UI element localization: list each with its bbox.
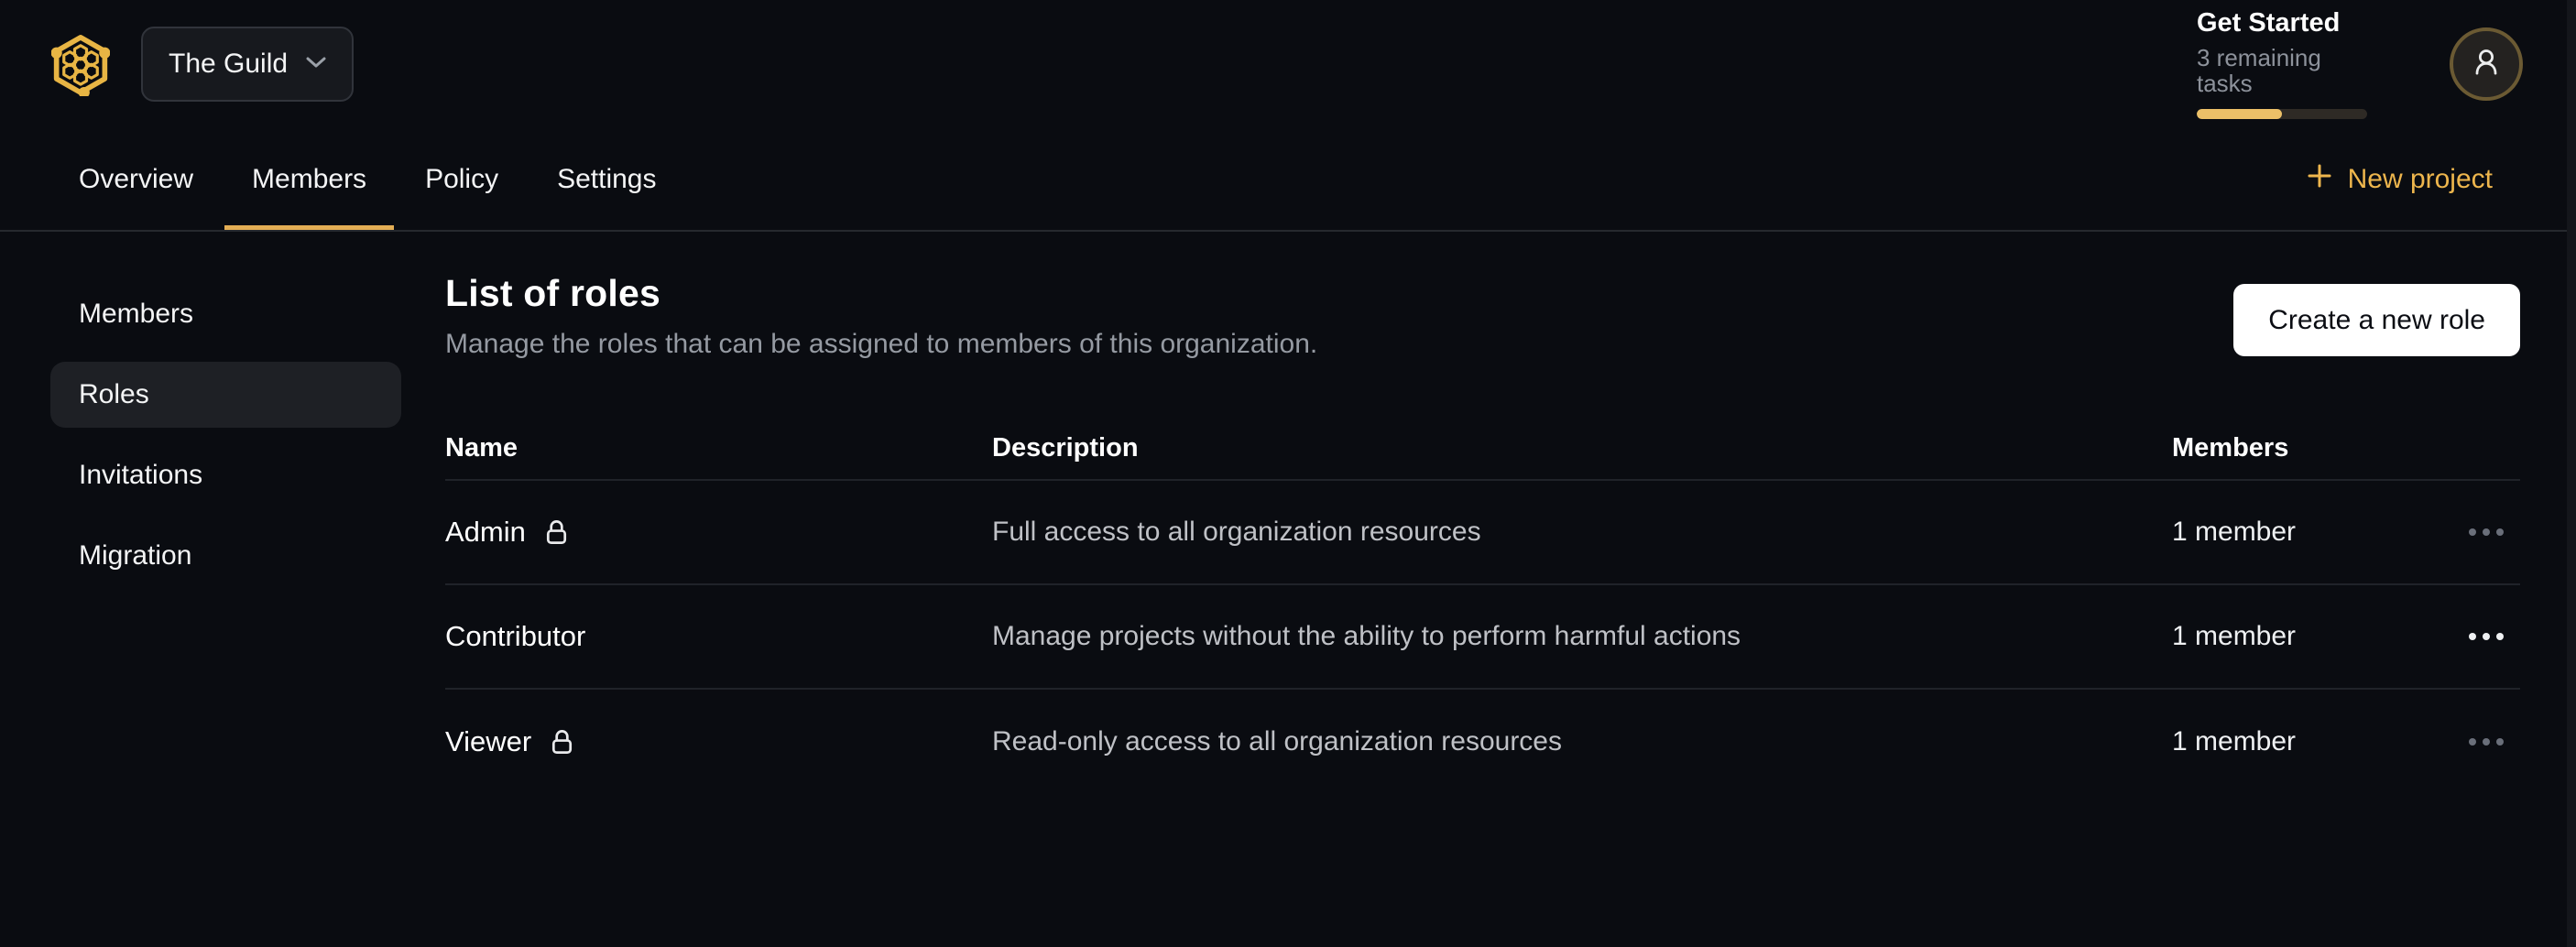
tab-settings[interactable]: Settings [557, 163, 657, 194]
ellipsis-icon [2469, 633, 2476, 640]
get-started-widget[interactable] [2197, 9, 2367, 119]
roles-panel-header [445, 272, 2520, 360]
get-started-remaining-tasks: 3 remaining tasks [2197, 43, 2321, 98]
roles-table [445, 417, 2520, 794]
column-header-members: Members [2172, 432, 2289, 463]
role-members-count: 1 member [2172, 517, 2297, 547]
ellipsis-icon [2469, 528, 2476, 536]
tab-policy[interactable]: Policy [425, 163, 499, 194]
roles-table-header [445, 417, 2520, 481]
role-description: Read-only access to all organization resources [992, 726, 1562, 757]
nav-tabs [51, 128, 684, 230]
role-name: Viewer [445, 725, 532, 757]
page-subtitle: Manage the roles that can be assigned to members of this organization. [445, 329, 1318, 359]
tab-overview[interactable]: Overview [79, 163, 194, 194]
role-members-count: 1 member [2172, 621, 2297, 651]
plus-icon [2306, 162, 2333, 197]
row-menu-button[interactable] [2460, 729, 2513, 755]
user-avatar[interactable] [2450, 27, 2523, 101]
roles-title-block [445, 272, 1317, 360]
members-sidebar [0, 232, 445, 604]
org-selector-button[interactable] [141, 27, 354, 102]
hive-logo-icon[interactable] [51, 32, 110, 96]
top-header [0, 0, 2576, 128]
get-started-progress-bar [2197, 109, 2367, 119]
sidebar-item-invitations[interactable]: Invitations [79, 460, 203, 490]
page-title: List of roles [445, 272, 660, 314]
role-members-count: 1 member [2172, 726, 2297, 757]
lock-icon [542, 517, 571, 548]
sidebar-item-roles[interactable]: Roles [50, 362, 401, 428]
ellipsis-icon [2469, 738, 2476, 746]
role-description: Full access to all organization resources [992, 517, 1481, 547]
column-header-name: Name [445, 432, 518, 463]
role-name: Contributor [445, 620, 586, 652]
table-row-admin [445, 481, 2520, 585]
org-nav-bar [0, 128, 2576, 232]
tab-members[interactable]: Members [224, 128, 394, 230]
table-row-viewer [445, 690, 2520, 794]
row-menu-button[interactable] [2460, 519, 2513, 545]
sidebar-item-members[interactable]: Members [79, 299, 194, 329]
table-row-contributor [445, 585, 2520, 690]
role-name: Admin [445, 516, 526, 548]
content-area [0, 232, 2576, 945]
role-description: Manage projects without the ability to perform harmful actions [992, 621, 1741, 651]
get-started-progress-fill [2197, 109, 2282, 119]
roles-panel [445, 232, 2576, 794]
sidebar-item-migration[interactable]: Migration [79, 540, 192, 571]
create-role-button[interactable]: Create a new role [2233, 284, 2520, 356]
row-menu-button[interactable] [2460, 624, 2513, 649]
vertical-scrollbar[interactable] [2567, 0, 2576, 947]
get-started-title: Get Started [2197, 7, 2341, 38]
chevron-down-icon [306, 56, 326, 73]
org-name: The Guild [169, 49, 289, 79]
user-icon [2469, 45, 2504, 84]
lock-icon [548, 727, 576, 757]
new-project-label: New project [2347, 163, 2493, 194]
column-header-description: Description [992, 432, 1139, 463]
new-project-button[interactable] [2306, 162, 2493, 197]
